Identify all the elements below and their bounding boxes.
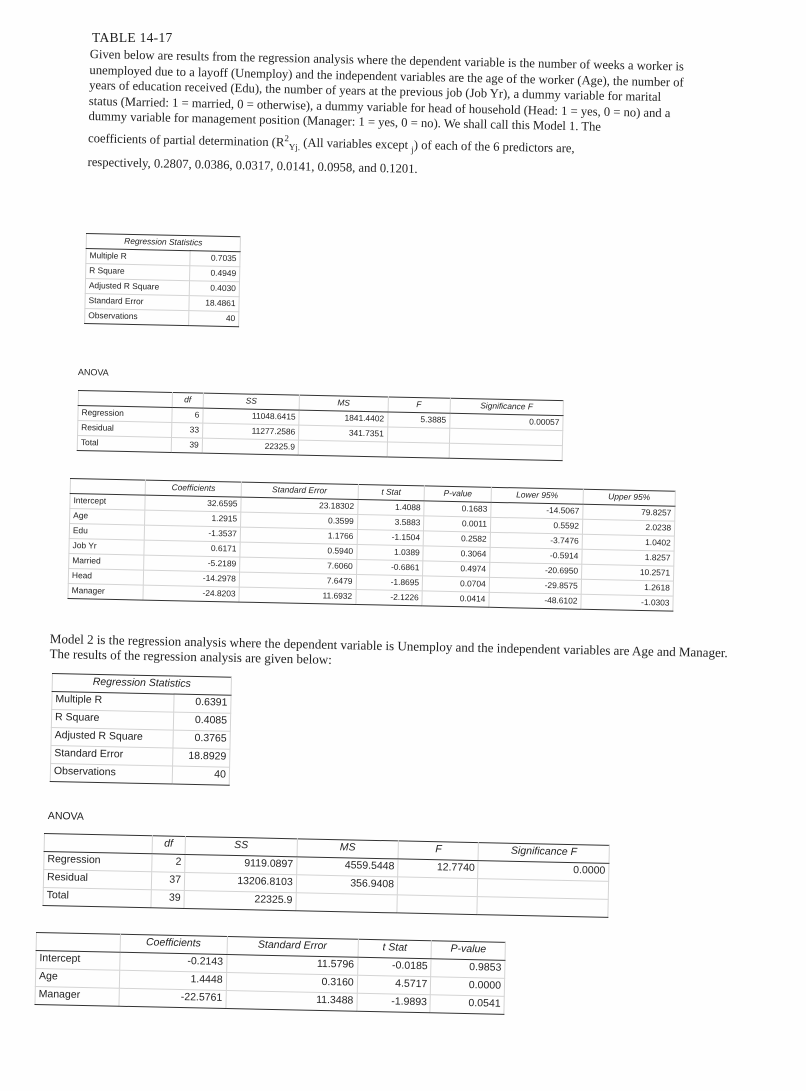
cell-value: 2 [151,854,185,873]
cell-value: 0.4974 [423,561,490,577]
cell-value: 0.0000 [478,861,609,882]
cell-value: 4.5717 [357,975,431,995]
reg-stat-label: Multiple R [86,249,190,266]
reg-stat-label: Adjusted R Square [51,727,173,748]
column-header: MS [299,395,388,412]
cell-value: 11277.2586 [202,423,299,440]
cell-value: -1.0303 [581,594,673,611]
column-header: F [388,397,450,413]
row-label: Regression [44,852,152,872]
row-label: Residual [43,870,151,890]
cell-value: -1.8695 [356,575,423,591]
cell-value: 5.3885 [387,412,449,428]
cell-value: 0.9853 [431,959,505,979]
cell-value: -0.5914 [490,547,582,564]
cell-value: 1.8257 [582,549,674,566]
cell-value [449,443,563,460]
column-header: t Stat [358,939,432,959]
model1-regression-statistics [84,233,241,327]
reg-stat-value: 0.6391 [173,694,231,713]
cell-value: 1.4448 [119,970,226,990]
column-header: df [172,392,203,408]
cell-value: -29.8575 [489,577,581,594]
intro-text: Given below are results from the regression analysis where the dependent variable is the number of weeks a worker is unemployed due to a layoff (Unemploy) and the independent variables are the age of the worker (Age), the number of years of education received (Edu), the number of years at the previous job (Job Yr), a dummy variable for marital status (Married: 1 = married, 0 = otherwise), a dummy variable for head of household (Head: 1 = yes, 0 = no) and a dummy variable for management position (Manager: 1 = yes, 0 = no). We shall call this Model 1. The [88,47,685,135]
column-header: SS [203,393,300,410]
reg-stat-value: 0.3765 [173,730,231,749]
cell-value: 0.5592 [490,517,582,534]
cell-value: 1.4088 [357,500,424,516]
cell-value: 0.00057 [449,413,563,430]
cell-value: -1.1504 [357,530,424,546]
cell-value: 11.5796 [226,954,357,975]
reg-stat-value: 18.8929 [172,748,230,767]
cell-value [477,897,608,918]
column-header: Significance F [479,843,610,864]
cell-value: -2.1226 [355,590,422,606]
row-label: Total [43,887,151,907]
reg-stat-label: Adjusted R Square [85,279,189,296]
row-label: Job Yr [69,538,145,555]
row-label: Edu [69,524,145,541]
cell-value: -1.9893 [357,993,431,1013]
row-label: Regression [78,406,172,423]
cell-value: 11.6932 [239,587,356,604]
cell-value: 1.0402 [582,534,674,551]
row-label: Manager [35,986,119,1006]
cell-value [397,895,478,915]
cell-value: 7.6060 [240,557,357,574]
cell-value: -20.6950 [489,562,581,579]
cell-value [387,427,449,443]
cell-value: 1841.4402 [299,410,388,427]
cell-value: 23.18302 [241,497,358,514]
model2-regression-statistics [50,673,232,786]
column-header: SS [185,836,297,856]
cell-value: 0.0011 [424,516,491,532]
cell-value: 2.0238 [582,519,674,536]
reg-stat-value: 40 [172,766,230,785]
cell-value: 3.5883 [357,515,424,531]
cell-value: 39 [171,437,202,453]
cell-value: -0.6861 [356,560,423,576]
cell-value: -24.8203 [143,585,239,602]
column-header: Lower 95% [491,487,583,504]
cell-value: -5.2189 [144,555,240,572]
column-header: Standard Error [241,482,358,499]
reg-stat-value: 0.4085 [173,712,231,731]
row-label: Manager [68,583,144,600]
cell-value: 32.6595 [145,495,241,512]
column-header [44,834,152,854]
cell-value [298,440,387,457]
reg-stat-value: 0.4949 [189,266,239,282]
cell-value: -22.5761 [119,988,226,1008]
reg-stat-label: Multiple R [52,692,174,713]
column-header: t Stat [358,485,425,501]
column-header: Coefficients [120,934,227,954]
cell-value: -14.5067 [491,502,583,519]
row-label: Intercept [36,951,120,971]
cell-value: 0.3064 [423,546,490,562]
cell-value: 79.8257 [583,504,675,521]
model2-anova-label: ANOVA [47,810,84,823]
respectively-line: respectively, 0.2807, 0.0386, 0.0317, 0.0141, 0.0958, and 0.1201. [87,155,418,177]
column-header: Upper 95% [583,489,675,506]
column-header: MS [297,839,399,859]
column-header: df [152,836,186,855]
reg-stat-value: 18.4861 [189,296,239,312]
cell-value: 39 [151,890,185,909]
column-header: P-value [424,486,491,502]
reg-stat-value: 40 [188,311,238,327]
model2-intro: Model 2 is the regression analysis where the dependent variable is Unemploy and the independent variables are Age and Manager. The results of the regression analysis are given below: [49,631,728,667]
column-header: Standard Error [227,937,358,958]
cell-value: 9119.0897 [185,854,297,874]
cell-value: -1.3537 [145,525,241,542]
cell-value: 0.5940 [240,542,357,559]
reg-stat-value: 0.4030 [189,281,239,297]
column-header [70,479,146,496]
cell-value: 7.6479 [239,572,356,589]
cell-value: 0.0541 [430,995,504,1015]
cell-value: 1.1766 [240,527,357,544]
model2-anova-table [42,833,609,918]
model2-coefficients-table [34,932,505,1015]
cell-value: 11048.6415 [203,408,300,425]
cell-value: -3.7476 [490,532,582,549]
cell-value: 356.9408 [296,875,398,895]
cell-value: 22325.9 [184,890,296,910]
cell-value: 1.2618 [581,579,673,596]
cell-value: -48.6102 [489,592,581,609]
reg-stat-label: Observations [50,763,172,784]
cell-value [296,893,398,913]
table-title: TABLE 14-17 [92,30,173,45]
cell-value: 13206.8103 [184,872,296,892]
row-label: Age [35,969,119,989]
model1-anova-table [77,390,564,461]
cell-value: 0.2582 [423,531,490,547]
cell-value: 0.0704 [422,576,489,592]
column-header: F [398,841,479,861]
cell-value [397,877,478,897]
cell-value: -0.0185 [357,957,431,977]
partial-determination-line: coefficients of partial determination ($R^2_{Yj.}$ (All variables except $_j$) of each of the 6 predictors are, [87,131,575,156]
cell-value: 11.3488 [226,990,357,1011]
column-header: Significance F [450,398,564,415]
reg-stat-label: R Square [86,264,190,281]
row-label: Head [68,568,144,585]
model1-reg-stats-title: Regression Statistics [86,234,240,252]
column-header [36,933,120,953]
cell-value: 12.7740 [398,859,479,879]
cell-value [387,442,449,458]
intro-paragraph [87,47,685,183]
reg-stat-row [50,763,229,785]
reg-stat-label: Standard Error [85,293,189,310]
cell-value: 33 [171,422,202,438]
row-label: Intercept [70,494,146,511]
model2-reg-stats-title: Regression Statistics [52,674,231,696]
cell-value: -0.2143 [119,952,226,972]
model1-anova-label: ANOVA [77,367,109,378]
cell-value: 0.1683 [424,501,491,517]
row-label: Married [69,553,145,570]
cell-value: 0.0000 [431,977,505,997]
column-header: Coefficients [146,480,242,497]
row-label: Residual [78,421,172,438]
model1-coefficients-table [67,478,675,612]
reg-stat-label: Observations [85,308,189,325]
cell-value: 0.6171 [144,540,240,557]
cell-value: 10.2571 [581,564,673,581]
cell-value: -14.2978 [144,570,240,587]
column-header: P-value [431,941,505,961]
cell-value: 0.3599 [240,512,357,529]
reg-stat-label: R Square [51,710,173,731]
row-label: Age [70,509,146,526]
cell-value: 0.3160 [226,972,357,993]
cell-value: 0.0414 [422,591,489,607]
reg-stat-value: 0.7035 [190,251,240,267]
cell-value: 22325.9 [202,438,299,455]
row-label: Total [77,436,171,453]
cell-value: 4559.5448 [296,857,398,877]
cell-value: 6 [172,407,203,423]
cell-value: 37 [151,872,185,891]
reg-stat-row [85,308,239,326]
cell-value: 1.2915 [145,510,241,527]
reg-stat-label: Standard Error [51,745,173,766]
cell-value: 341.7351 [299,425,388,442]
cell-value: 1.0389 [356,545,423,561]
